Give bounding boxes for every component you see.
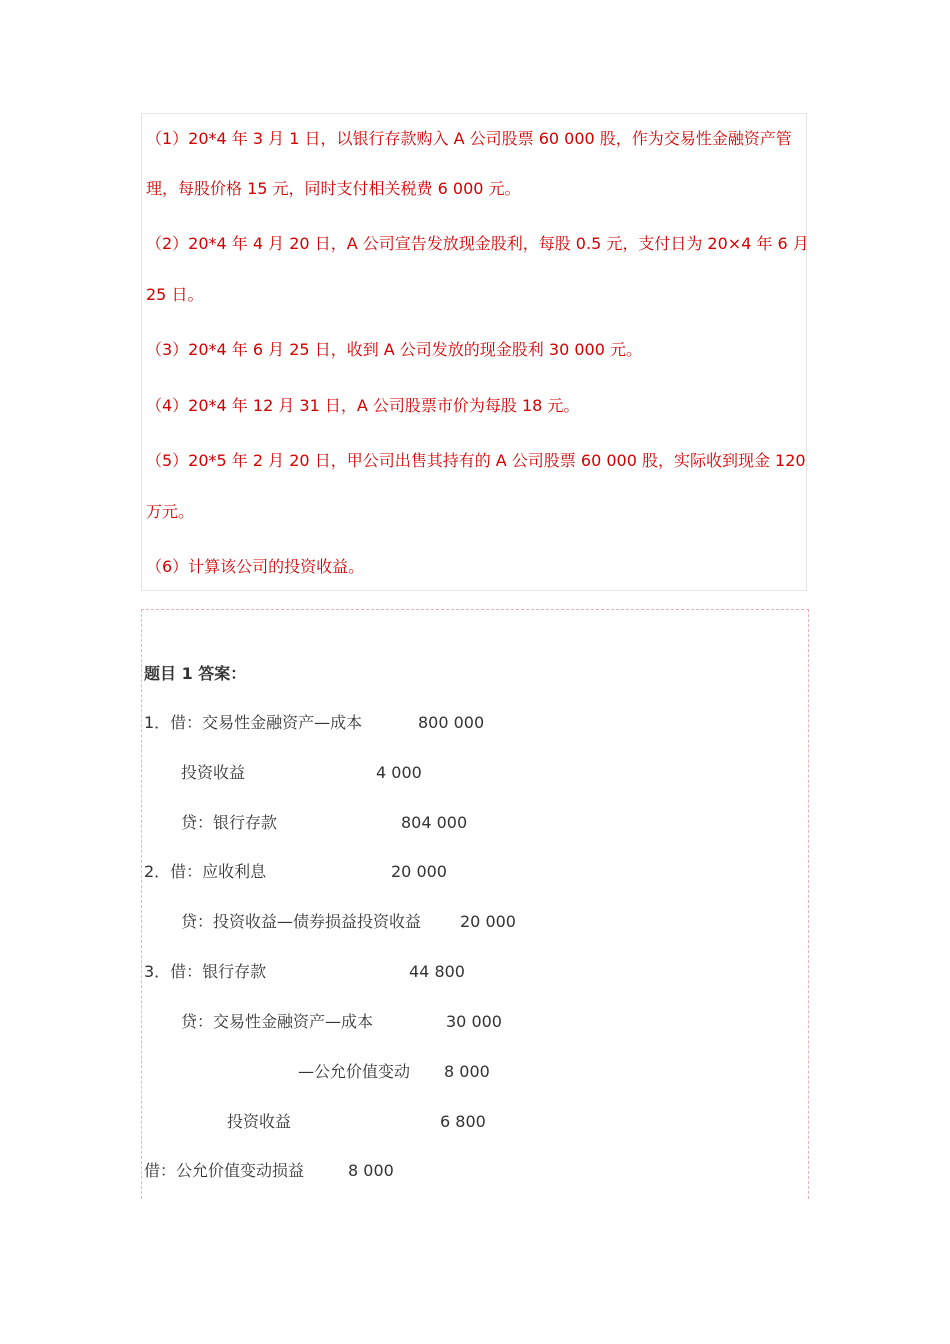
question-line: 理，每股价格 15 元，同时支付相关税费 6 000 元。 (146, 179, 521, 198)
journal-entry-amount: 4 000 (376, 763, 422, 782)
journal-entry-amount: 30 000 (446, 1012, 502, 1031)
journal-entry-amount: 44 800 (409, 962, 465, 981)
question-line: （5）20*5 年 2 月 20 日，甲公司出售其持有的 A 公司股票 60 000 股，实际收到现金 120 (146, 451, 806, 470)
answer-title: 题目 1 答案： (144, 664, 247, 683)
journal-entry-amount: 8 000 (348, 1161, 394, 1180)
journal-entry-text: —公允价值变动 (298, 1062, 411, 1081)
question-line: 万元。 (146, 502, 195, 521)
journal-entry-text: 借：公允价值变动损益 (144, 1161, 305, 1180)
journal-entry-text: 贷：交易性金融资产—成本 (181, 1012, 374, 1031)
journal-entry-text: 1．借：交易性金融资产—成本 (144, 713, 363, 732)
question-line: （1）20*4 年 3 月 1 日，以银行存款购入 A 公司股票 60 000 股，作为交易性金融资产管 (146, 129, 792, 148)
journal-entry-amount: 6 800 (440, 1112, 486, 1131)
question-line: （3）20*4 年 6 月 25 日，收到 A 公司发放的现金股利 30 000 元。 (146, 340, 642, 359)
answer-box (141, 609, 809, 1199)
journal-entry-amount: 20 000 (460, 912, 516, 931)
journal-entry-text: 投资收益 (227, 1112, 292, 1131)
journal-entry-text: 贷：银行存款 (181, 813, 278, 832)
question-box (141, 113, 807, 591)
question-line: 25 日。 (146, 285, 204, 304)
journal-entry-amount: 20 000 (391, 862, 447, 881)
question-line: （4）20*4 年 12 月 31 日，A 公司股票市价为每股 18 元。 (146, 396, 580, 415)
journal-entry-amount: 8 000 (444, 1062, 490, 1081)
question-line: （2）20*4 年 4 月 20 日，A 公司宣告发放现金股利，每股 0.5 元，支付日为 20×4 年 6 月 (146, 234, 809, 253)
journal-entry-text: 贷：投资收益—债券损益投资收益 (181, 912, 422, 931)
journal-entry-text: 2．借：应收利息 (144, 862, 267, 881)
question-line: （6）计算该公司的投资收益。 (146, 557, 365, 576)
journal-entry-text: 投资收益 (181, 763, 246, 782)
journal-entry-text: 3．借：银行存款 (144, 962, 267, 981)
journal-entry-amount: 804 000 (401, 813, 468, 832)
journal-entry-amount: 800 000 (418, 713, 485, 732)
